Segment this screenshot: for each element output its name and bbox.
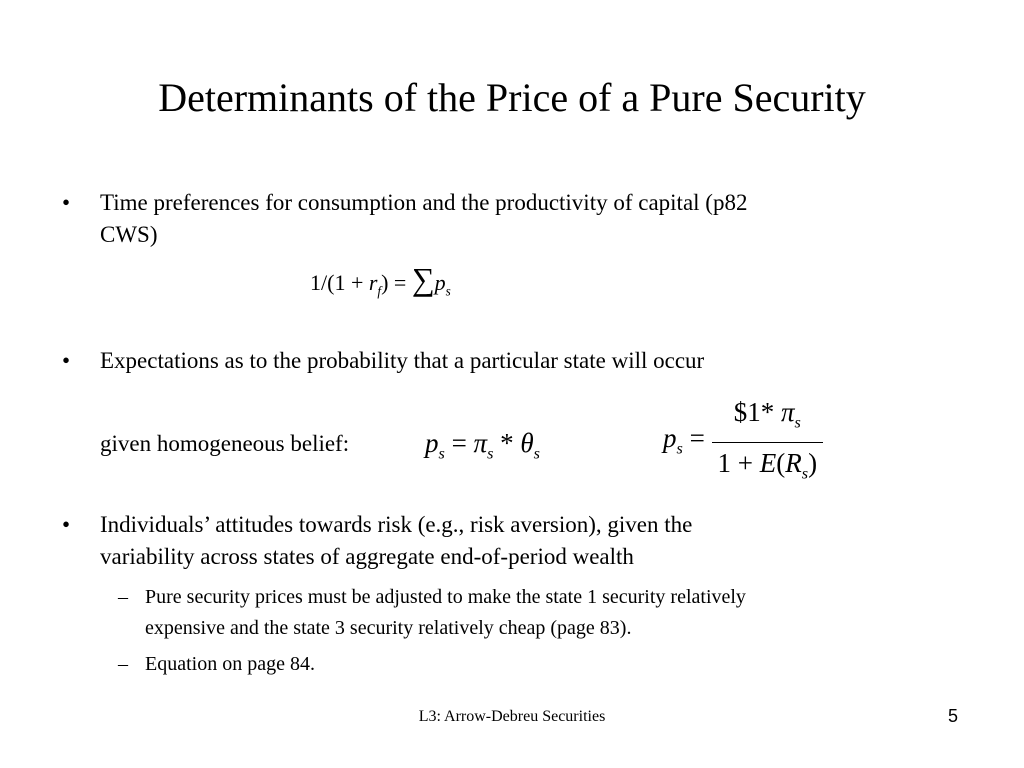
sub-bullet-1-line-1: Pure security prices must be adjusted to make the state 1 security relatively — [145, 586, 746, 608]
eq3-pi: π — [781, 397, 795, 427]
eq2-equals: = — [444, 428, 474, 458]
bullet-marker: • — [62, 190, 71, 215]
eq2-pi: π — [473, 428, 488, 458]
bullet-marker: • — [62, 512, 71, 537]
eq2-theta-sub: s — [533, 444, 540, 463]
eq3-numerator — [712, 394, 824, 443]
equation-price-belief — [425, 424, 540, 472]
eq2-pi-sub: s — [487, 444, 494, 463]
eq3-den-pre: 1 + — [717, 448, 760, 479]
given-belief-label: given homogeneous belief: — [100, 431, 350, 456]
eq3-p: p — [663, 422, 677, 453]
sub-bullet-1-line-2: expensive and the state 3 security relatively cheap (page 83). — [145, 617, 632, 639]
equation-price-fraction — [663, 394, 823, 492]
eq3-fraction — [712, 394, 824, 492]
bullet-1-line-2: CWS) — [100, 222, 158, 247]
eq2-theta: θ — [520, 428, 534, 458]
eq2-p-sub: s — [438, 444, 445, 463]
eq3-R: R — [785, 448, 802, 479]
eq3-num-pre: $1* — [733, 397, 782, 427]
eq3-den-mid: ( — [776, 448, 786, 479]
sub-bullet-marker: – — [118, 586, 128, 608]
slide-title: Determinants of the Price of a Pure Security — [158, 75, 866, 120]
bullet-3-line-2: variability across states of aggregate end-of-period wealth — [100, 544, 634, 569]
eq1-lhs: 1/(1 + — [310, 270, 369, 295]
eq3-den-post: ) — [808, 448, 818, 479]
eq1-sum-symbol: ∑ — [411, 261, 435, 297]
bullet-1-line-1: Time preferences for consumption and the productivity of capital (p82 — [100, 190, 748, 215]
sub-bullet-2-text: Equation on page 84. — [145, 653, 315, 675]
eq3-p-sub: s — [676, 439, 683, 458]
eq3-denominator — [712, 443, 824, 491]
sub-bullet-marker: – — [118, 653, 128, 675]
eq1-r: r — [368, 270, 378, 295]
eq3-pi-sub: s — [794, 413, 801, 432]
bullet-2-text: Expectations as to the probability that a particular state will occur — [100, 348, 705, 373]
eq3-E: E — [759, 448, 777, 479]
eq2-times: * — [493, 428, 521, 458]
bullet-3-line-1: Individuals’ attitudes towards risk (e.g., risk aversion), given the — [100, 512, 693, 537]
eq3-equals: = — [682, 422, 705, 453]
eq1-r-sub: f — [377, 283, 382, 299]
eq3-R-sub: s — [801, 464, 809, 483]
page-number: 5 — [948, 706, 959, 726]
eq1-p-sub: s — [445, 283, 451, 299]
eq1-p: p — [434, 270, 446, 295]
slide-footer: L3: Arrow-Debreu Securities — [418, 708, 606, 725]
eq2-p: p — [425, 428, 439, 458]
eq1-mid: ) = — [381, 270, 412, 295]
equation-riskfree — [310, 262, 451, 308]
bullet-marker: • — [62, 348, 71, 373]
